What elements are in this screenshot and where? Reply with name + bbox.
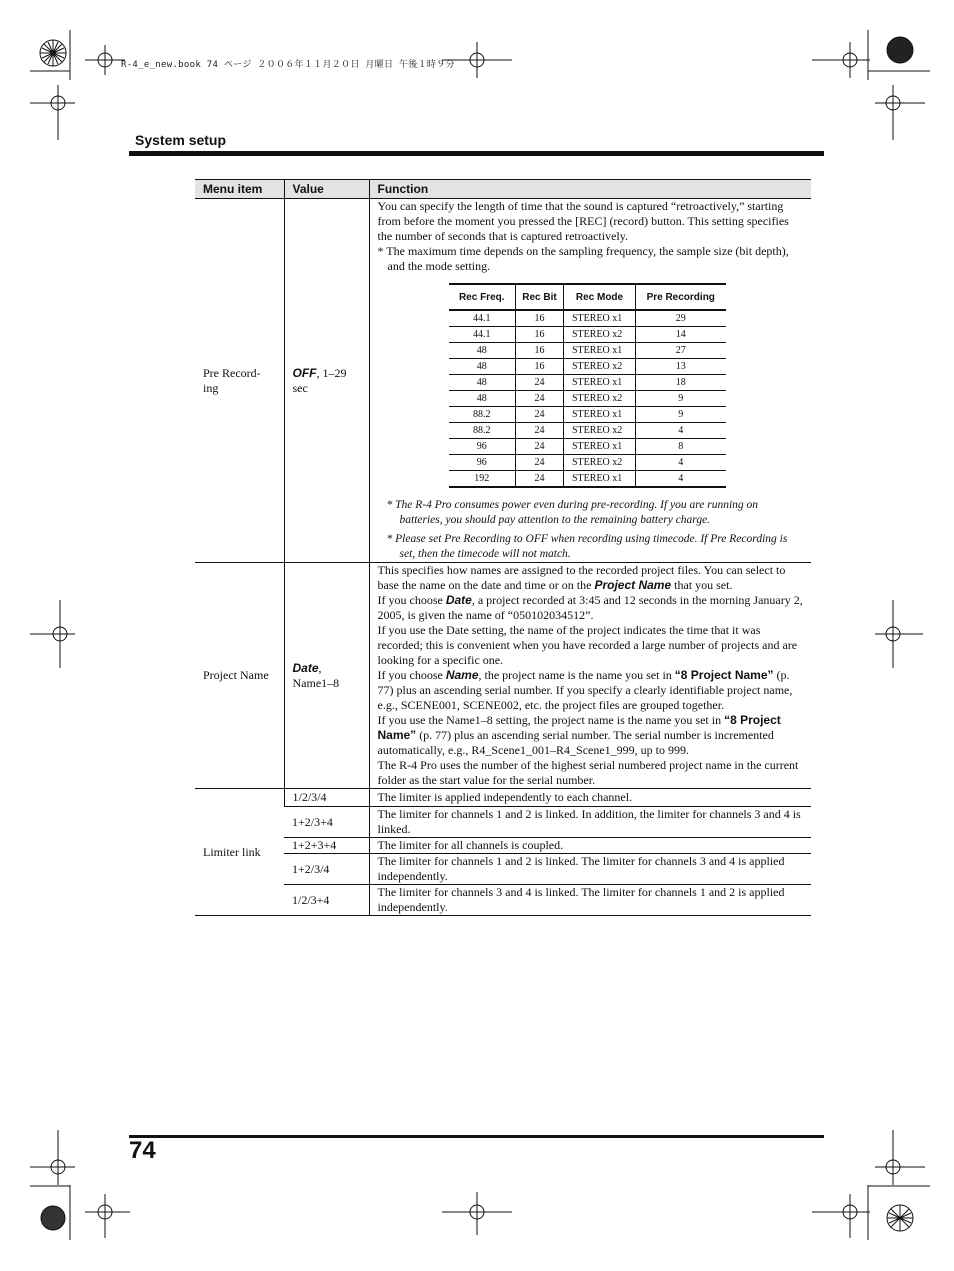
limiter-function: The limiter for all channels is coupled. (369, 838, 811, 854)
sub-header-rec-mode: Rec Mode (564, 284, 636, 310)
function-project-name (369, 563, 811, 789)
project-name-paragraph-4: If you choose Name, the project name is the name you set in “8 Project Name” (p. 77) plus an ascending serial number. If you specify a clearly identifiable project name, e.g., SCENE001, SCENE002, etc. the project files are grouped together. (377, 668, 793, 712)
rec-bit-cell: 16 (516, 343, 564, 359)
pre-recording-cell: 4 (636, 423, 726, 439)
rec-bit-cell: 24 (516, 407, 564, 423)
rec-bit-cell: 24 (516, 375, 564, 391)
rec-bit-cell: 24 (516, 423, 564, 439)
section-rule (129, 151, 824, 156)
rec-freq-cell: 192 (449, 471, 516, 488)
sub-table-row (449, 327, 726, 343)
table-row-limiter-link (195, 807, 811, 838)
rec-freq-cell: 96 (449, 455, 516, 471)
pre-recording-time-table (449, 283, 726, 488)
rec-mode-cell: STEREO x1 (564, 343, 636, 359)
crop-mark-right-middle (865, 600, 925, 670)
rec-bit-cell: 16 (516, 310, 564, 327)
limiter-value: 1+2/3+4 (284, 807, 369, 838)
sub-header-rec-freq: Rec Freq. (449, 284, 516, 310)
project-name-paragraph-5: If you use the Name1–8 setting, the project name is the name you set in “8 Project Name” (p. 77) plus an ascending serial number. The serial number is incremented automatically, e.g., R4_Scene1_001–R4_Scene1_999, up to 999. (377, 713, 781, 757)
pre-recording-cell: 4 (636, 471, 726, 488)
rec-mode-cell: STEREO x2 (564, 359, 636, 375)
rec-freq-cell: 48 (449, 343, 516, 359)
rec-freq-cell: 96 (449, 439, 516, 455)
sub-table-row (449, 423, 726, 439)
limiter-value: 1/2/3/4 (284, 789, 369, 807)
sub-table-row (449, 359, 726, 375)
sub-table-row (449, 439, 726, 455)
limiter-function: The limiter is applied independently to each channel. (369, 789, 811, 807)
sub-header-rec-bit: Rec Bit (516, 284, 564, 310)
table-row-pre-recording (195, 199, 811, 563)
table-row-limiter-link (195, 838, 811, 854)
column-header-menu-item: Menu item (195, 180, 284, 199)
function-pre-recording (369, 199, 811, 563)
pre-recording-cell: 27 (636, 343, 726, 359)
pre-recording-note: * The maximum time depends on the sampling frequency, the sample size (bit depth), and the mode setting. (377, 244, 789, 273)
project-name-paragraph-6: The R-4 Pro uses the number of the highest serial numbered project name in the current folder as the start value for the serial number. (377, 758, 799, 787)
sub-table-row (449, 310, 726, 327)
crop-mark-bottom-center (440, 1190, 520, 1240)
crop-mark-left-middle (30, 600, 90, 670)
table-row-project-name (195, 563, 811, 789)
rec-bit-cell: 24 (516, 455, 564, 471)
limiter-function: The limiter for channels 3 and 4 is linked. The limiter for channels 1 and 2 is applied independently. (369, 885, 811, 916)
sub-table-row (449, 471, 726, 488)
crop-mark-bottom-right (810, 1130, 930, 1250)
rec-freq-cell: 48 (449, 375, 516, 391)
pre-recording-cell: 29 (636, 310, 726, 327)
sub-table-row (449, 407, 726, 423)
rec-freq-cell: 48 (449, 391, 516, 407)
rec-freq-cell: 44.1 (449, 310, 516, 327)
pre-recording-cell: 9 (636, 407, 726, 423)
table-row-limiter-link (195, 854, 811, 885)
pre-recording-battery-note: * The R-4 Pro consumes power even during pre-recording. If you are running on batteries, you should pay attention to the remaining battery charge. (386, 499, 759, 526)
project-name-paragraph-2: If you choose Date, a project recorded at 3:45 and 12 seconds in the morning January 2, 2005, is given the name of “050102034512”. (377, 593, 803, 622)
rec-bit-cell: 24 (516, 439, 564, 455)
rec-mode-cell: STEREO x2 (564, 327, 636, 343)
limiter-value: 1+2/3/4 (284, 854, 369, 885)
rec-mode-cell: STEREO x1 (564, 310, 636, 327)
menu-item-pre-recording: Pre Record-ing (195, 199, 284, 563)
rec-bit-cell: 24 (516, 471, 564, 488)
menu-item-limiter-link: Limiter link (195, 789, 284, 916)
rec-mode-cell: STEREO x1 (564, 407, 636, 423)
menu-item-project-name: Project Name (195, 563, 284, 789)
value-project-name: Date, Name1–8 (284, 563, 369, 789)
rec-mode-cell: STEREO x2 (564, 391, 636, 407)
pre-recording-cell: 9 (636, 391, 726, 407)
rec-freq-cell: 88.2 (449, 407, 516, 423)
page-number: 74 (129, 1137, 156, 1164)
sub-header-pre-recording: Pre Recording (636, 284, 726, 310)
pre-recording-cell: 18 (636, 375, 726, 391)
rec-freq-cell: 48 (449, 359, 516, 375)
pre-recording-cell: 13 (636, 359, 726, 375)
project-name-paragraph-1: This specifies how names are assigned to the recorded project files. You can select to base the name on the date and time or on the Project Name that you set. (377, 563, 786, 592)
rec-mode-cell: STEREO x1 (564, 439, 636, 455)
pre-recording-cell: 14 (636, 327, 726, 343)
rec-bit-cell: 16 (516, 327, 564, 343)
rec-mode-cell: STEREO x2 (564, 455, 636, 471)
sub-table-row (449, 391, 726, 407)
project-name-paragraph-3: If you use the Date setting, the name of the project indicates the time that it was recorded; this is convenient when you have recorded a large number of projects and are looking for a specific one. (377, 623, 798, 667)
pre-recording-cell: 4 (636, 455, 726, 471)
sub-table-row (449, 343, 726, 359)
limiter-function: The limiter for channels 1 and 2 is linked. The limiter for channels 3 and 4 is applied independently. (369, 854, 811, 885)
rec-mode-cell: STEREO x1 (564, 375, 636, 391)
limiter-function: The limiter for channels 1 and 2 is linked. In addition, the limiter for channels 3 and 4 is linked. (369, 807, 811, 838)
rec-freq-cell: 44.1 (449, 327, 516, 343)
crop-mark-top-right (810, 30, 930, 150)
pre-recording-cell: 8 (636, 439, 726, 455)
value-pre-recording: OFF, 1–29 sec (284, 199, 369, 563)
footer-rule (129, 1135, 824, 1138)
crop-mark-top-left (30, 30, 150, 150)
rec-freq-cell: 88.2 (449, 423, 516, 439)
sub-table-row (449, 375, 726, 391)
rec-bit-cell: 16 (516, 359, 564, 375)
column-header-function: Function (369, 180, 811, 199)
sub-table-row (449, 455, 726, 471)
table-row-limiter-link (195, 789, 811, 807)
column-header-value: Value (284, 180, 369, 199)
table-row-limiter-link (195, 885, 811, 916)
print-header-line: R-4_e_new.book 74 ページ ２００６年１１月２０日 月曜日 午後１時９分 (121, 60, 455, 70)
rec-mode-cell: STEREO x1 (564, 471, 636, 488)
pre-recording-timecode-note: * Please set Pre Recording to OFF when recording using timecode. If Pre Recording is set, then the timecode will not match. (386, 533, 788, 560)
section-title: System setup (135, 132, 227, 148)
settings-table (195, 179, 811, 916)
pre-recording-description: You can specify the length of time that the sound is captured “retroactively,” starting from before the moment you pressed the [REC] (record) button. This setting specifies the number of seconds that is captured retroactively. (377, 199, 789, 243)
rec-mode-cell: STEREO x2 (564, 423, 636, 439)
rec-bit-cell: 24 (516, 391, 564, 407)
limiter-value: 1/2/3+4 (284, 885, 369, 916)
limiter-value: 1+2+3+4 (284, 838, 369, 854)
